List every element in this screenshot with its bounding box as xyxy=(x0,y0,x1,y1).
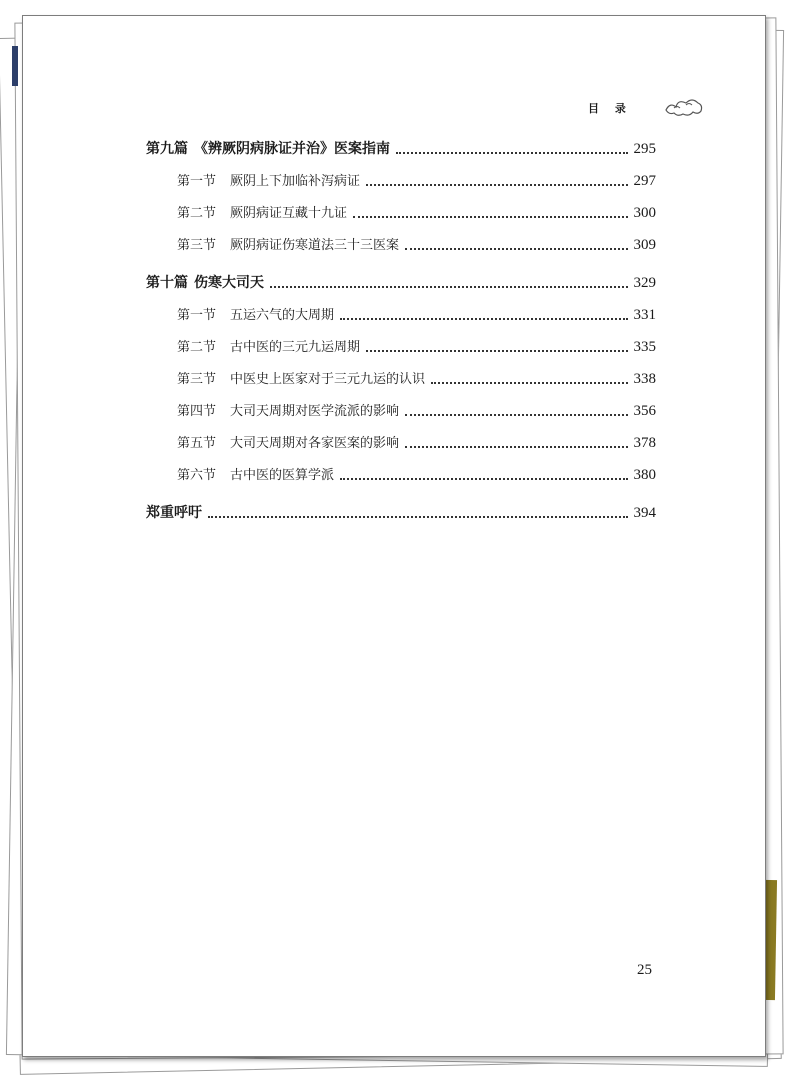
toc-section-entry[interactable] xyxy=(146,369,656,401)
toc-section-entry[interactable] xyxy=(146,235,656,267)
dot-leader xyxy=(431,382,627,384)
toc-part-entry[interactable] xyxy=(146,503,656,535)
book-edge xyxy=(12,46,18,86)
dot-leader xyxy=(366,350,627,352)
toc-entry-title: 郑重呼吁 xyxy=(146,505,202,521)
toc-section-entry[interactable] xyxy=(146,401,656,433)
toc-section-entry[interactable] xyxy=(146,203,656,235)
toc-entry-title: 伤寒大司天 xyxy=(194,275,264,291)
dot-leader xyxy=(405,414,627,416)
toc-page-number: 329 xyxy=(633,275,656,291)
toc-entry-number: 第二节 xyxy=(177,206,217,221)
toc-entry-title: 大司天周期对医学流派的影响 xyxy=(230,404,400,419)
dot-leader xyxy=(353,216,627,218)
toc-entry-title: 大司天周期对各家医案的影响 xyxy=(230,436,400,451)
dot-leader xyxy=(405,248,627,250)
toc-entry-number: 第三节 xyxy=(177,372,217,387)
toc-entry-number: 第六节 xyxy=(177,468,217,483)
toc-part-entry[interactable] xyxy=(146,139,656,171)
dot-leader xyxy=(340,478,627,480)
dot-leader xyxy=(270,286,628,288)
page-number: 25 xyxy=(637,962,652,978)
cloud-ornament-icon xyxy=(664,94,704,118)
toc-entry-title: 五运六气的大周期 xyxy=(230,308,335,323)
toc-page-number: 356 xyxy=(633,403,656,419)
toc-page-number: 338 xyxy=(633,371,656,387)
toc-entry-number: 第二节 xyxy=(177,340,217,355)
toc-part-entry[interactable] xyxy=(146,273,656,305)
toc-page-number: 394 xyxy=(633,505,656,521)
running-header: 目 录 xyxy=(588,102,632,115)
toc-entry-title: 中医史上医家对于三元九运的认识 xyxy=(230,372,426,387)
dot-leader xyxy=(405,446,627,448)
toc-entry-title: 厥阴上下加临补泻病证 xyxy=(230,174,361,189)
toc-page-number: 297 xyxy=(633,173,656,189)
toc-page-number: 300 xyxy=(633,205,656,221)
dot-leader xyxy=(340,318,627,320)
toc-section-entry[interactable] xyxy=(146,305,656,337)
toc-entry-title: 《辨厥阴病脉证并治》医案指南 xyxy=(194,141,390,157)
toc-page-number: 295 xyxy=(633,141,656,157)
toc-entry-number: 第三节 xyxy=(177,238,217,253)
dot-leader xyxy=(396,152,628,154)
toc-section-entry[interactable] xyxy=(146,465,656,497)
toc-entry-number: 第一节 xyxy=(177,174,217,189)
dot-leader xyxy=(208,516,628,518)
table-of-contents xyxy=(146,139,656,535)
dot-leader xyxy=(366,184,627,186)
toc-entry-title: 古中医的医算学派 xyxy=(230,468,335,483)
toc-entry-number: 第九篇 xyxy=(146,141,188,157)
toc-entry-number: 第四节 xyxy=(177,404,217,419)
toc-entry-number: 第五节 xyxy=(177,436,217,451)
toc-entry-title: 厥阴病证互藏十九证 xyxy=(230,206,348,221)
toc-page-number: 380 xyxy=(633,467,656,483)
toc-page-number: 309 xyxy=(633,237,656,253)
toc-section-entry[interactable] xyxy=(146,337,656,369)
toc-entry-title: 古中医的三元九运周期 xyxy=(230,340,361,355)
toc-section-entry[interactable] xyxy=(146,171,656,203)
toc-section-entry[interactable] xyxy=(146,433,656,465)
toc-entry-number: 第一节 xyxy=(177,308,217,323)
toc-page-number: 335 xyxy=(633,339,656,355)
toc-page-number: 331 xyxy=(633,307,656,323)
toc-page-number: 378 xyxy=(633,435,656,451)
toc-entry-number: 第十篇 xyxy=(146,275,188,291)
toc-entry-title: 厥阴病证伤寒道法三十三医案 xyxy=(230,238,400,253)
